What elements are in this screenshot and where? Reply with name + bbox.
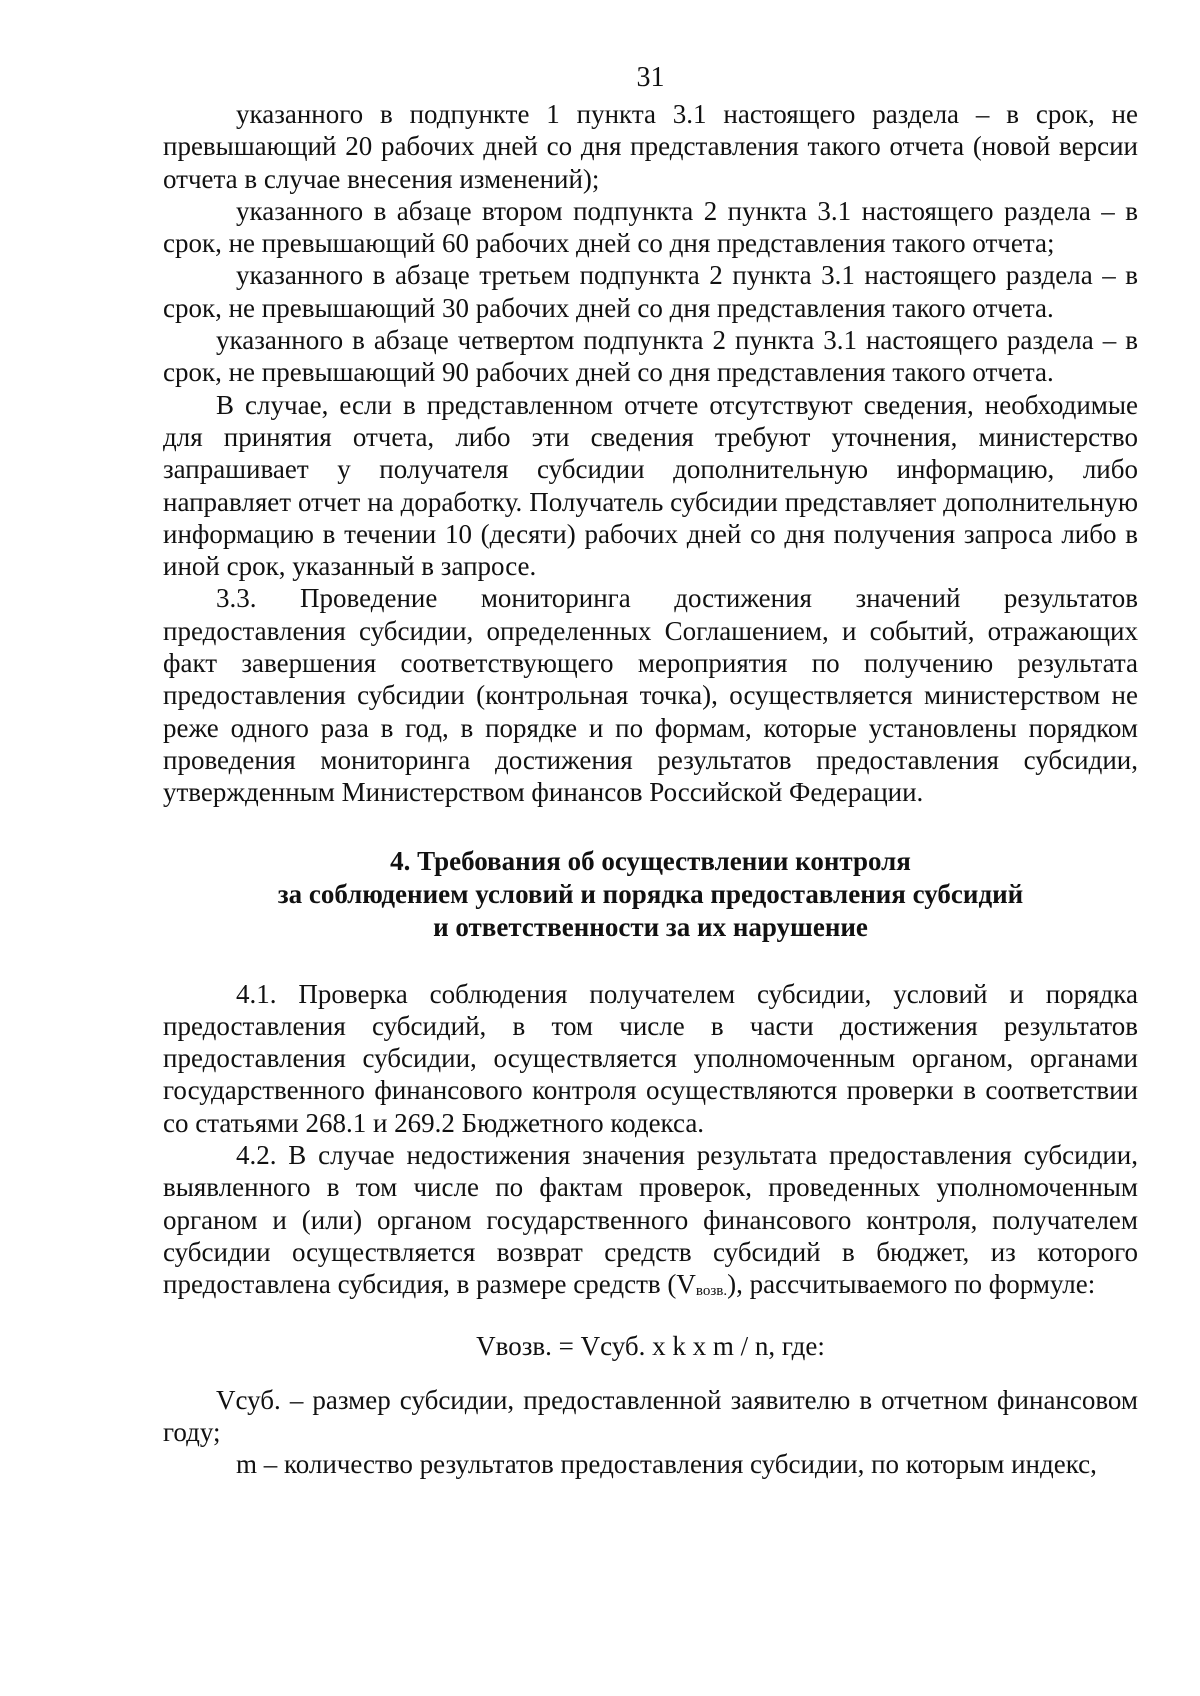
paragraph-4-2 — [163, 1139, 1138, 1307]
paragraph-4-2-main: 4.2. В случае недостижения значения результата предоставления субсидии, выявленного в том числе по фактам проверок, проведенных уполномоченным органом и (или) органом государственного финансового контроля, получателем субсидии осуществляется возврат средств субсидий в бюджет, из которого предоставлена субсидия, в размере средств (V — [163, 1140, 1138, 1300]
paragraph-deadline-4: указанного в абзаце четвертом подпункта 2 пункта 3.1 настоящего раздела – в срок, не превышающий 90 рабочих дней со дня представления такого отчета. — [163, 325, 1138, 388]
paragraph-4-2-tail: ), рассчитываемого по формуле: — [727, 1269, 1096, 1300]
paragraph-deadline-3: указанного в абзаце третьем подпункта 2 пункта 3.1 настоящего раздела – в срок, не превышающий 30 рабочих дней со дня представления такого отчета. — [163, 260, 1138, 323]
page-number: 31 — [636, 62, 665, 93]
section-4-heading-line-2: за соблюдением условий и порядка предоставления субсидий — [277, 878, 1024, 909]
paragraph-3-3: 3.3. Проведение мониторинга достижения значений результатов предоставления субсидии, определенных Соглашением, и событий, отражающих факт завершения соответствующего мероприятия по получению результата предоставления субсидии (контрольная точка), осуществляется министерством не реже одного раза в год, в порядке и по формам, которые установлены порядком проведения мониторинга достижения результатов предоставления субсидии, утвержденным Министерством финансов Российской Федерации. — [163, 583, 1138, 808]
paragraph-deadline-1: указанного в подпункте 1 пункта 3.1 настоящего раздела – в срок, не превышающий 20 рабочих дней со дня представления такого отчета (новой версии отчета в случае внесения изменений); — [163, 99, 1138, 194]
paragraph-deadline-2: указанного в абзаце втором подпункта 2 пункта 3.1 настоящего раздела – в срок, не превышающий 60 рабочих дней со дня представления такого отчета; — [163, 195, 1138, 259]
paragraph-4-1: 4.1. Проверка соблюдения получателем субсидии, условий и порядка предоставления субсидий, в том числе в части достижения результатов предоставления субсидии, осуществляется уполномоченным органом, органами государственного финансового контроля осуществляются проверки в соответствии со статьями 268.1 и 269.2 Бюджетного кодекса. — [163, 978, 1138, 1138]
definition-vsub: Vсуб. – размер субсидии, предоставленной заявителю в отчетном финансовом году; — [163, 1384, 1138, 1447]
section-4-heading — [163, 845, 1138, 944]
paragraph-4-2-subscript: возв. — [695, 1283, 728, 1300]
paragraph-additional-info: В случае, если в представленном отчете отсутствуют сведения, необходимые для принятия отчета, либо эти сведения требуют уточнения, министерство запрашивает у получателя субсидии дополнительную информацию, либо направляет отчет на доработку. Получатель субсидии представляет дополнительную информацию в течении 10 (десяти) рабочих дней со дня получения запроса либо в иной срок, указанный в запросе. — [163, 389, 1138, 582]
section-4-heading-line-1: 4. Требования об осуществлении контроля — [390, 845, 911, 876]
definition-m: m – количество результатов предоставления субсидии, по которым индекс, — [236, 1449, 1097, 1480]
document-page — [163, 60, 1138, 1480]
refund-formula: Vвозв. = Vсуб. x k x m / n, где: — [476, 1330, 825, 1361]
section-4-heading-line-3: и ответственности за их нарушение — [433, 911, 868, 942]
